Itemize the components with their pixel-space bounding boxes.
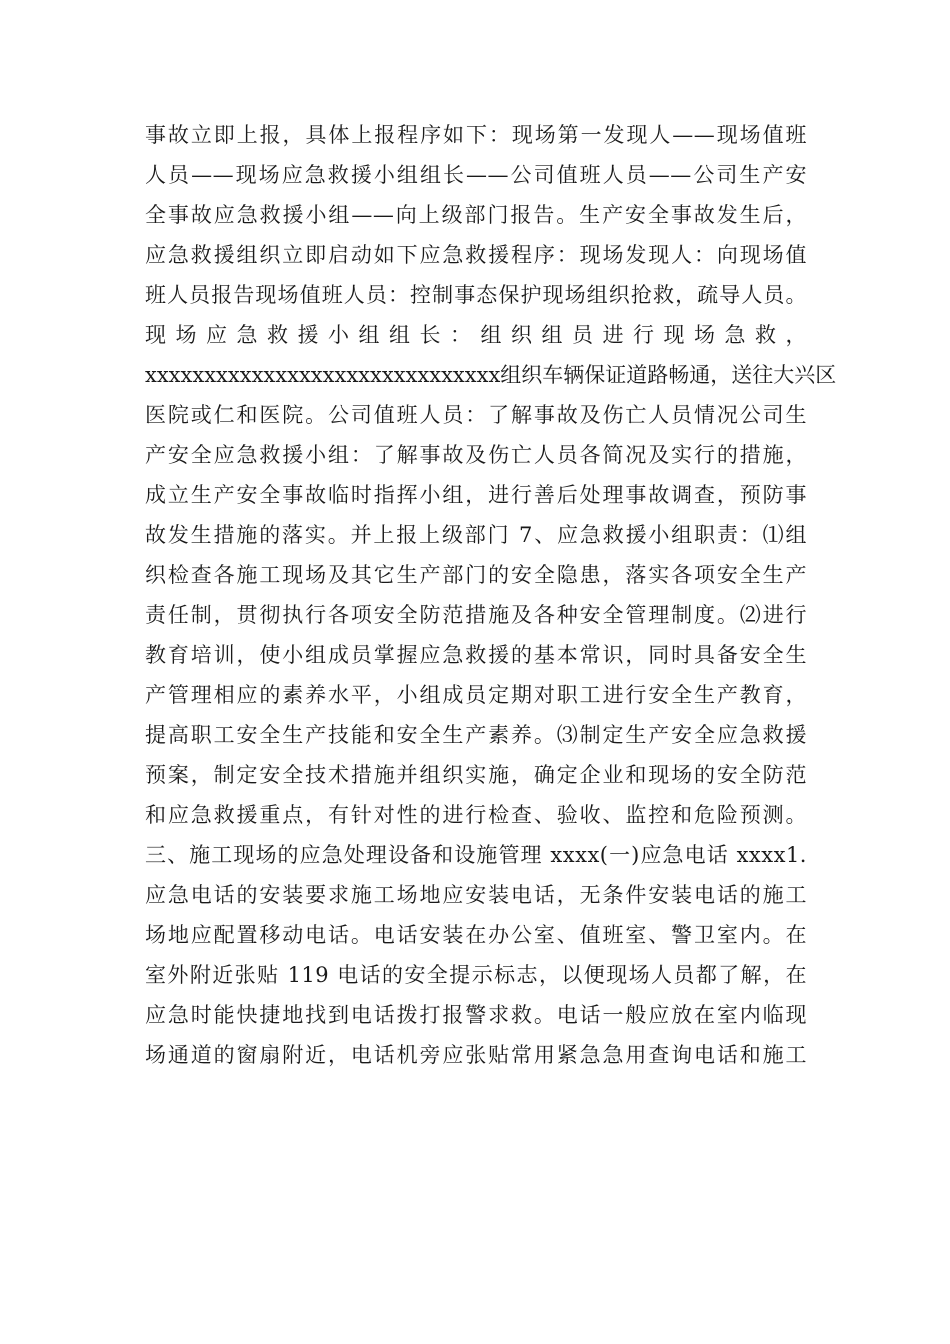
text-line: 产管理相应的素养水平，小组成员定期对职工进行安全生产教育， (145, 683, 807, 707)
text-line: 责任制，贯彻执行各项安全防范措施及各种安全管理制度。⑵进行 (145, 603, 807, 627)
text-line: 成立生产安全事故临时指挥小组，进行善后处理事故调查，预防事 (145, 483, 807, 507)
text-line: 故发生措施的落实。并上报上级部门 7、应急救援小组职责：⑴组 (145, 523, 807, 547)
text-line: 室外附近张贴 119 电话的安全提示标志，以便现场人员都了解，在 (145, 963, 807, 987)
text-line: xxxxxxxxxxxxxxxxxxxxxxxxxxxxxx组织车辆保证道路畅通，送往大兴区 (145, 363, 837, 387)
text-line: 织检查各施工现场及其它生产部门的安全隐患，落实各项安全生产 (145, 563, 807, 587)
text-line: 和应急救援重点，有针对性的进行检查、验收、监控和危险预测。 (145, 803, 807, 827)
text-line: 教育培训，使小组成员掌握应急救援的基本常识，同时具备安全生 (145, 643, 807, 667)
text-line: 应急时能快捷地找到电话拨打报警求救。电话一般应放在室内临现 (145, 1003, 807, 1027)
document-body (145, 115, 837, 1075)
text-line: 产安全应急救援小组：了解事故及伤亡人员各简况及实行的措施， (145, 443, 807, 467)
text-line: 应急电话的安装要求施工场地应安装电话，无条件安装电话的施工 (145, 883, 807, 907)
text-line: 事故立即上报，具体上报程序如下：现场第一发现人——现场值班 (145, 123, 807, 147)
text-line: 全事故应急救援小组——向上级部门报告。生产安全事故发生后， (145, 203, 807, 227)
section-heading-line: 三、施工现场的应急处理设备和设施管理 xxxx(一)应急电话 xxxx1. (145, 843, 807, 867)
text-line: 提高职工安全生产技能和安全生产素养。⑶制定生产安全应急救援 (145, 723, 807, 747)
text-line: 场通道的窗扇附近，电话机旁应张贴常用紧急急用查询电话和施工 (145, 1043, 807, 1067)
text-line: 预案，制定安全技术措施并组织实施，确定企业和现场的安全防范 (145, 763, 807, 787)
text-line: 应急救援组织立即启动如下应急救援程序：现场发现人：向现场值 (145, 243, 807, 267)
text-line: 场地应配置移动电话。电话安装在办公室、值班室、警卫室内。在 (145, 923, 807, 947)
text-line: 医院或仁和医院。公司值班人员：了解事故及伤亡人员情况公司生 (145, 403, 807, 427)
text-line: 班人员报告现场值班人员：控制事态保护现场组织抢救，疏导人员。 (145, 283, 807, 307)
text-line: 现场应急救援小组组长：组织组员进行现场急救， (145, 323, 807, 347)
text-line: 人员——现场应急救援小组组长——公司值班人员——公司生产安 (145, 163, 807, 187)
